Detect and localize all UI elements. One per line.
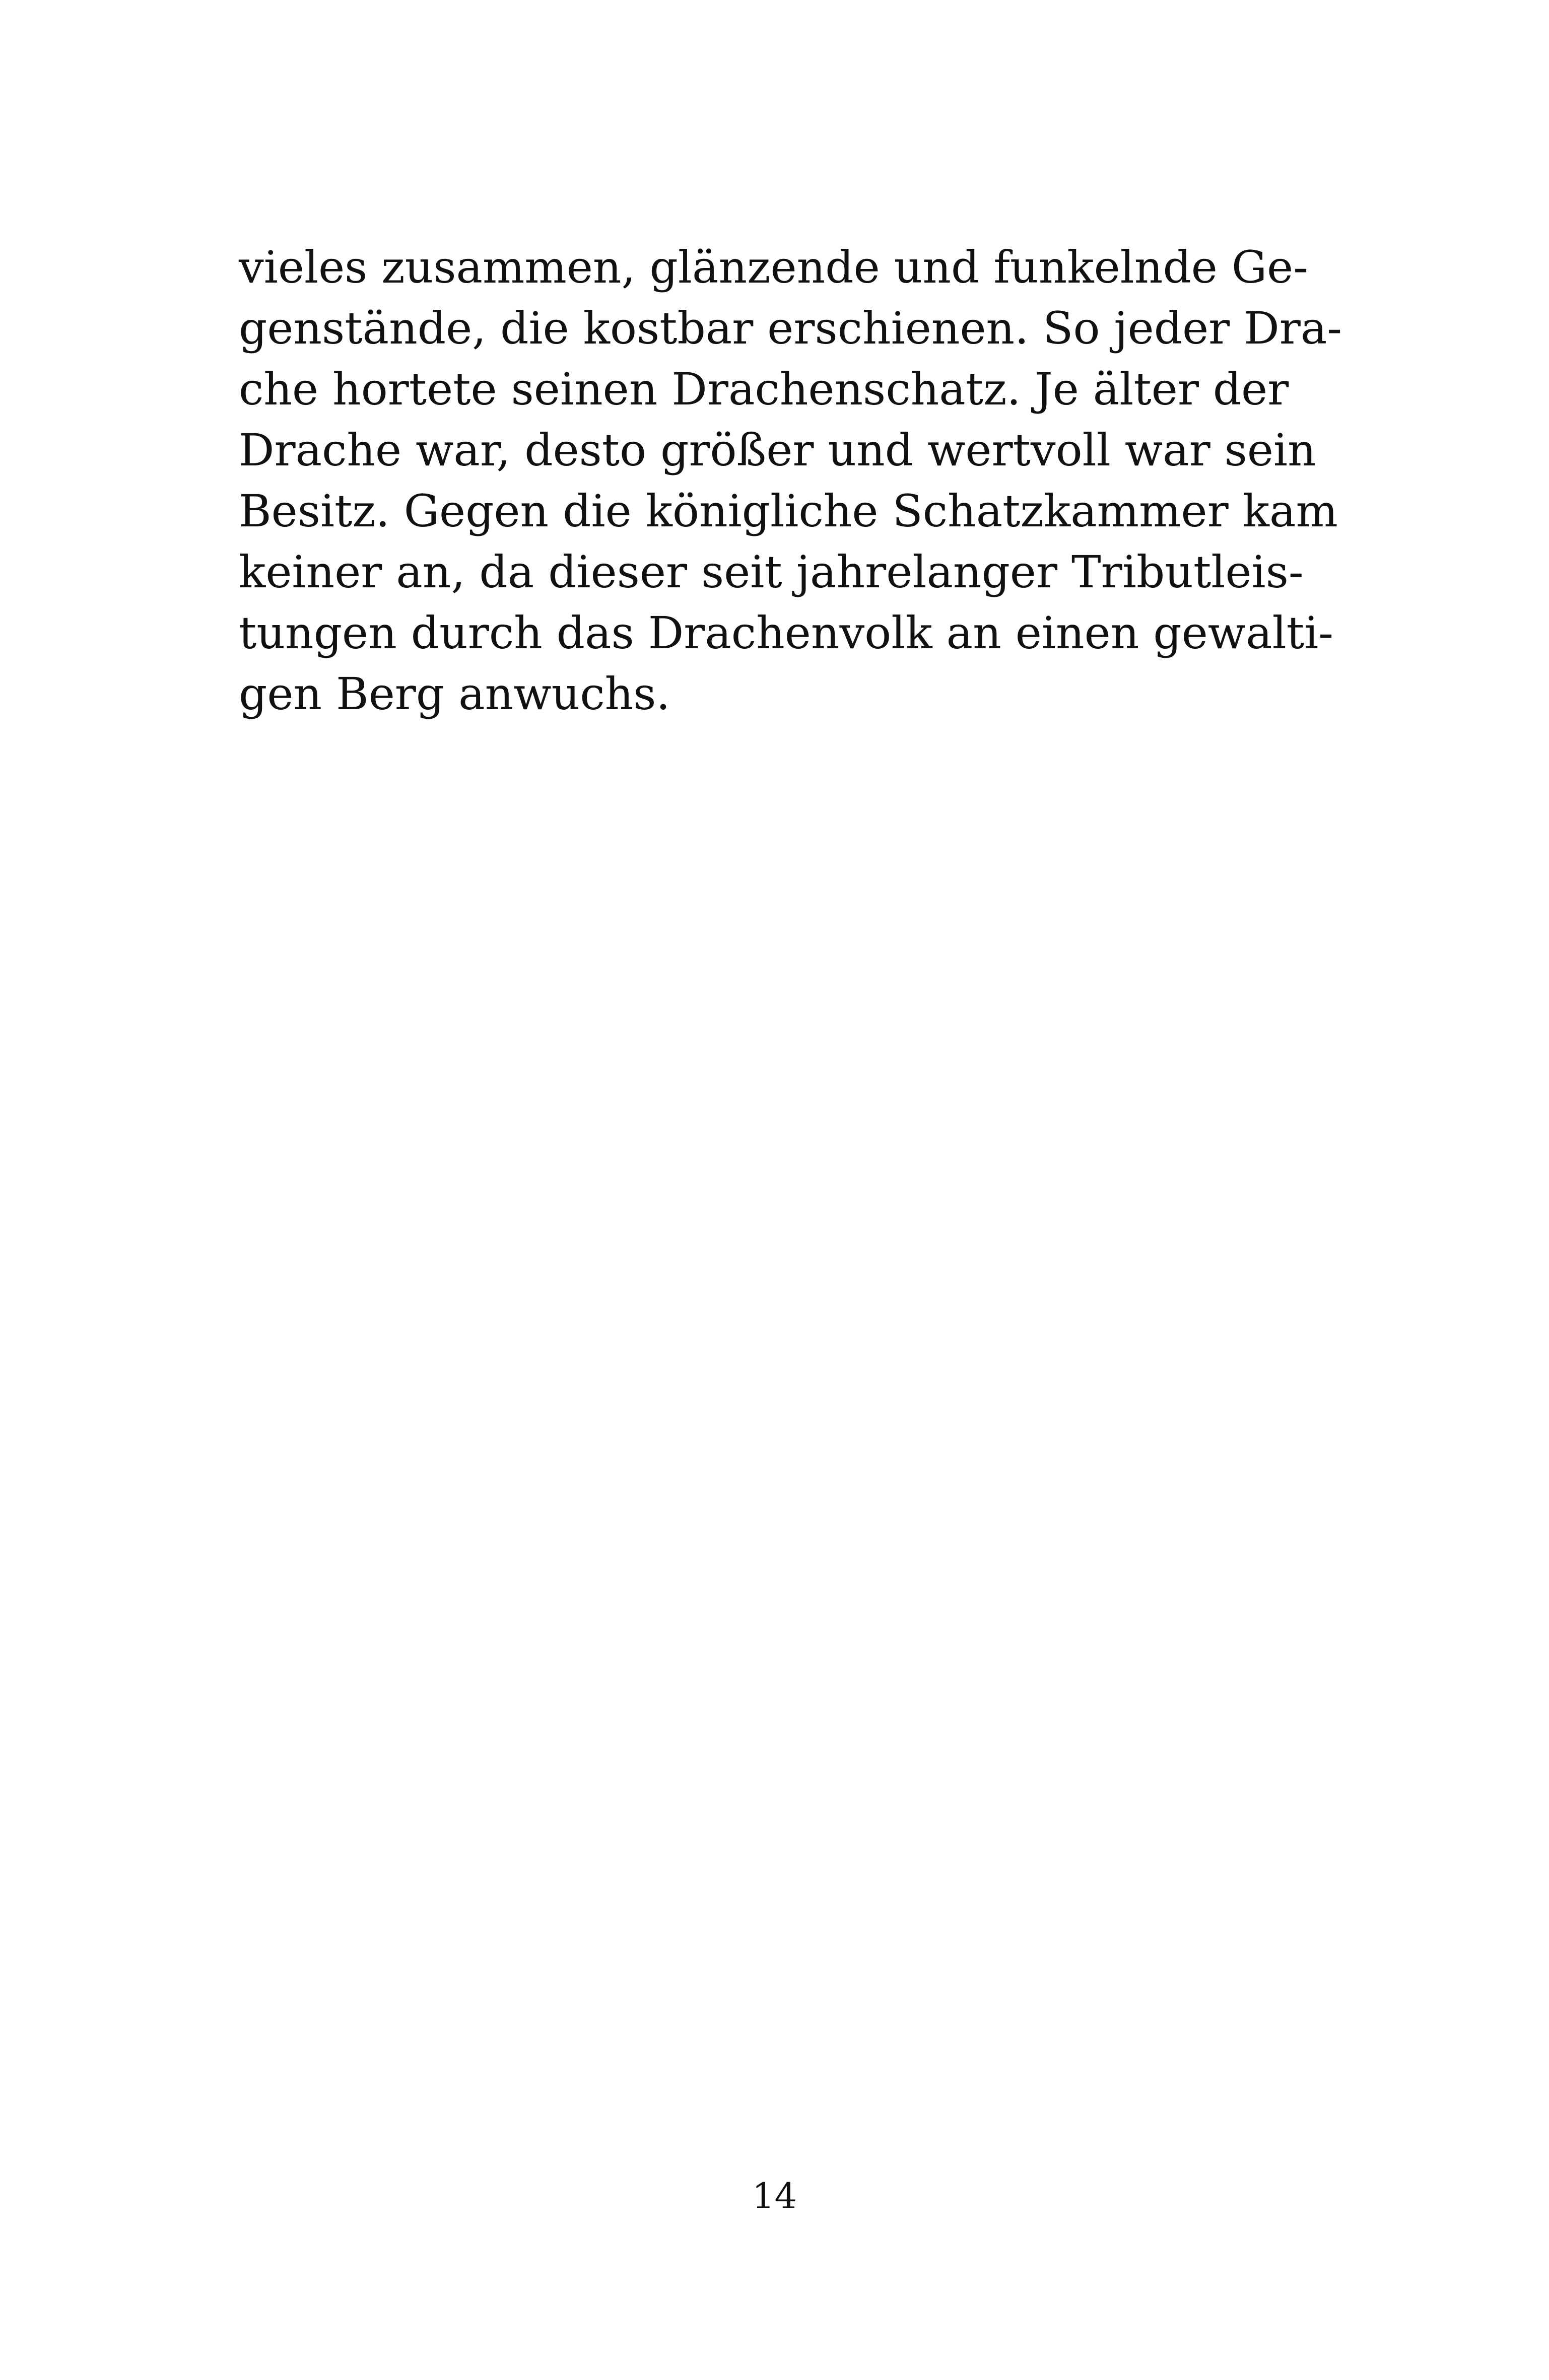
page-number: 14 (752, 2175, 797, 2217)
text-line: vieles zusammen, glänzende und funkelnde Ge- (239, 241, 1308, 293)
text-line: che hortete seinen Drachenschatz. Je älter der (239, 363, 1289, 415)
text-line: Drache war, desto größer und wertvoll war sein (239, 424, 1316, 476)
text-line: keiner an, da dieser seit jahrelanger Tributleis- (239, 546, 1304, 598)
text-line: genstände, die kostbar erschienen. So jeder Dra- (239, 302, 1342, 354)
text-line: tungen durch das Drachenvolk an einen gewalti- (239, 607, 1333, 659)
body-paragraph (239, 237, 1342, 724)
text-line: Besitz. Gegen die königliche Schatzkammer kam (239, 485, 1338, 537)
text-line: gen Berg anwuchs. (239, 668, 670, 720)
